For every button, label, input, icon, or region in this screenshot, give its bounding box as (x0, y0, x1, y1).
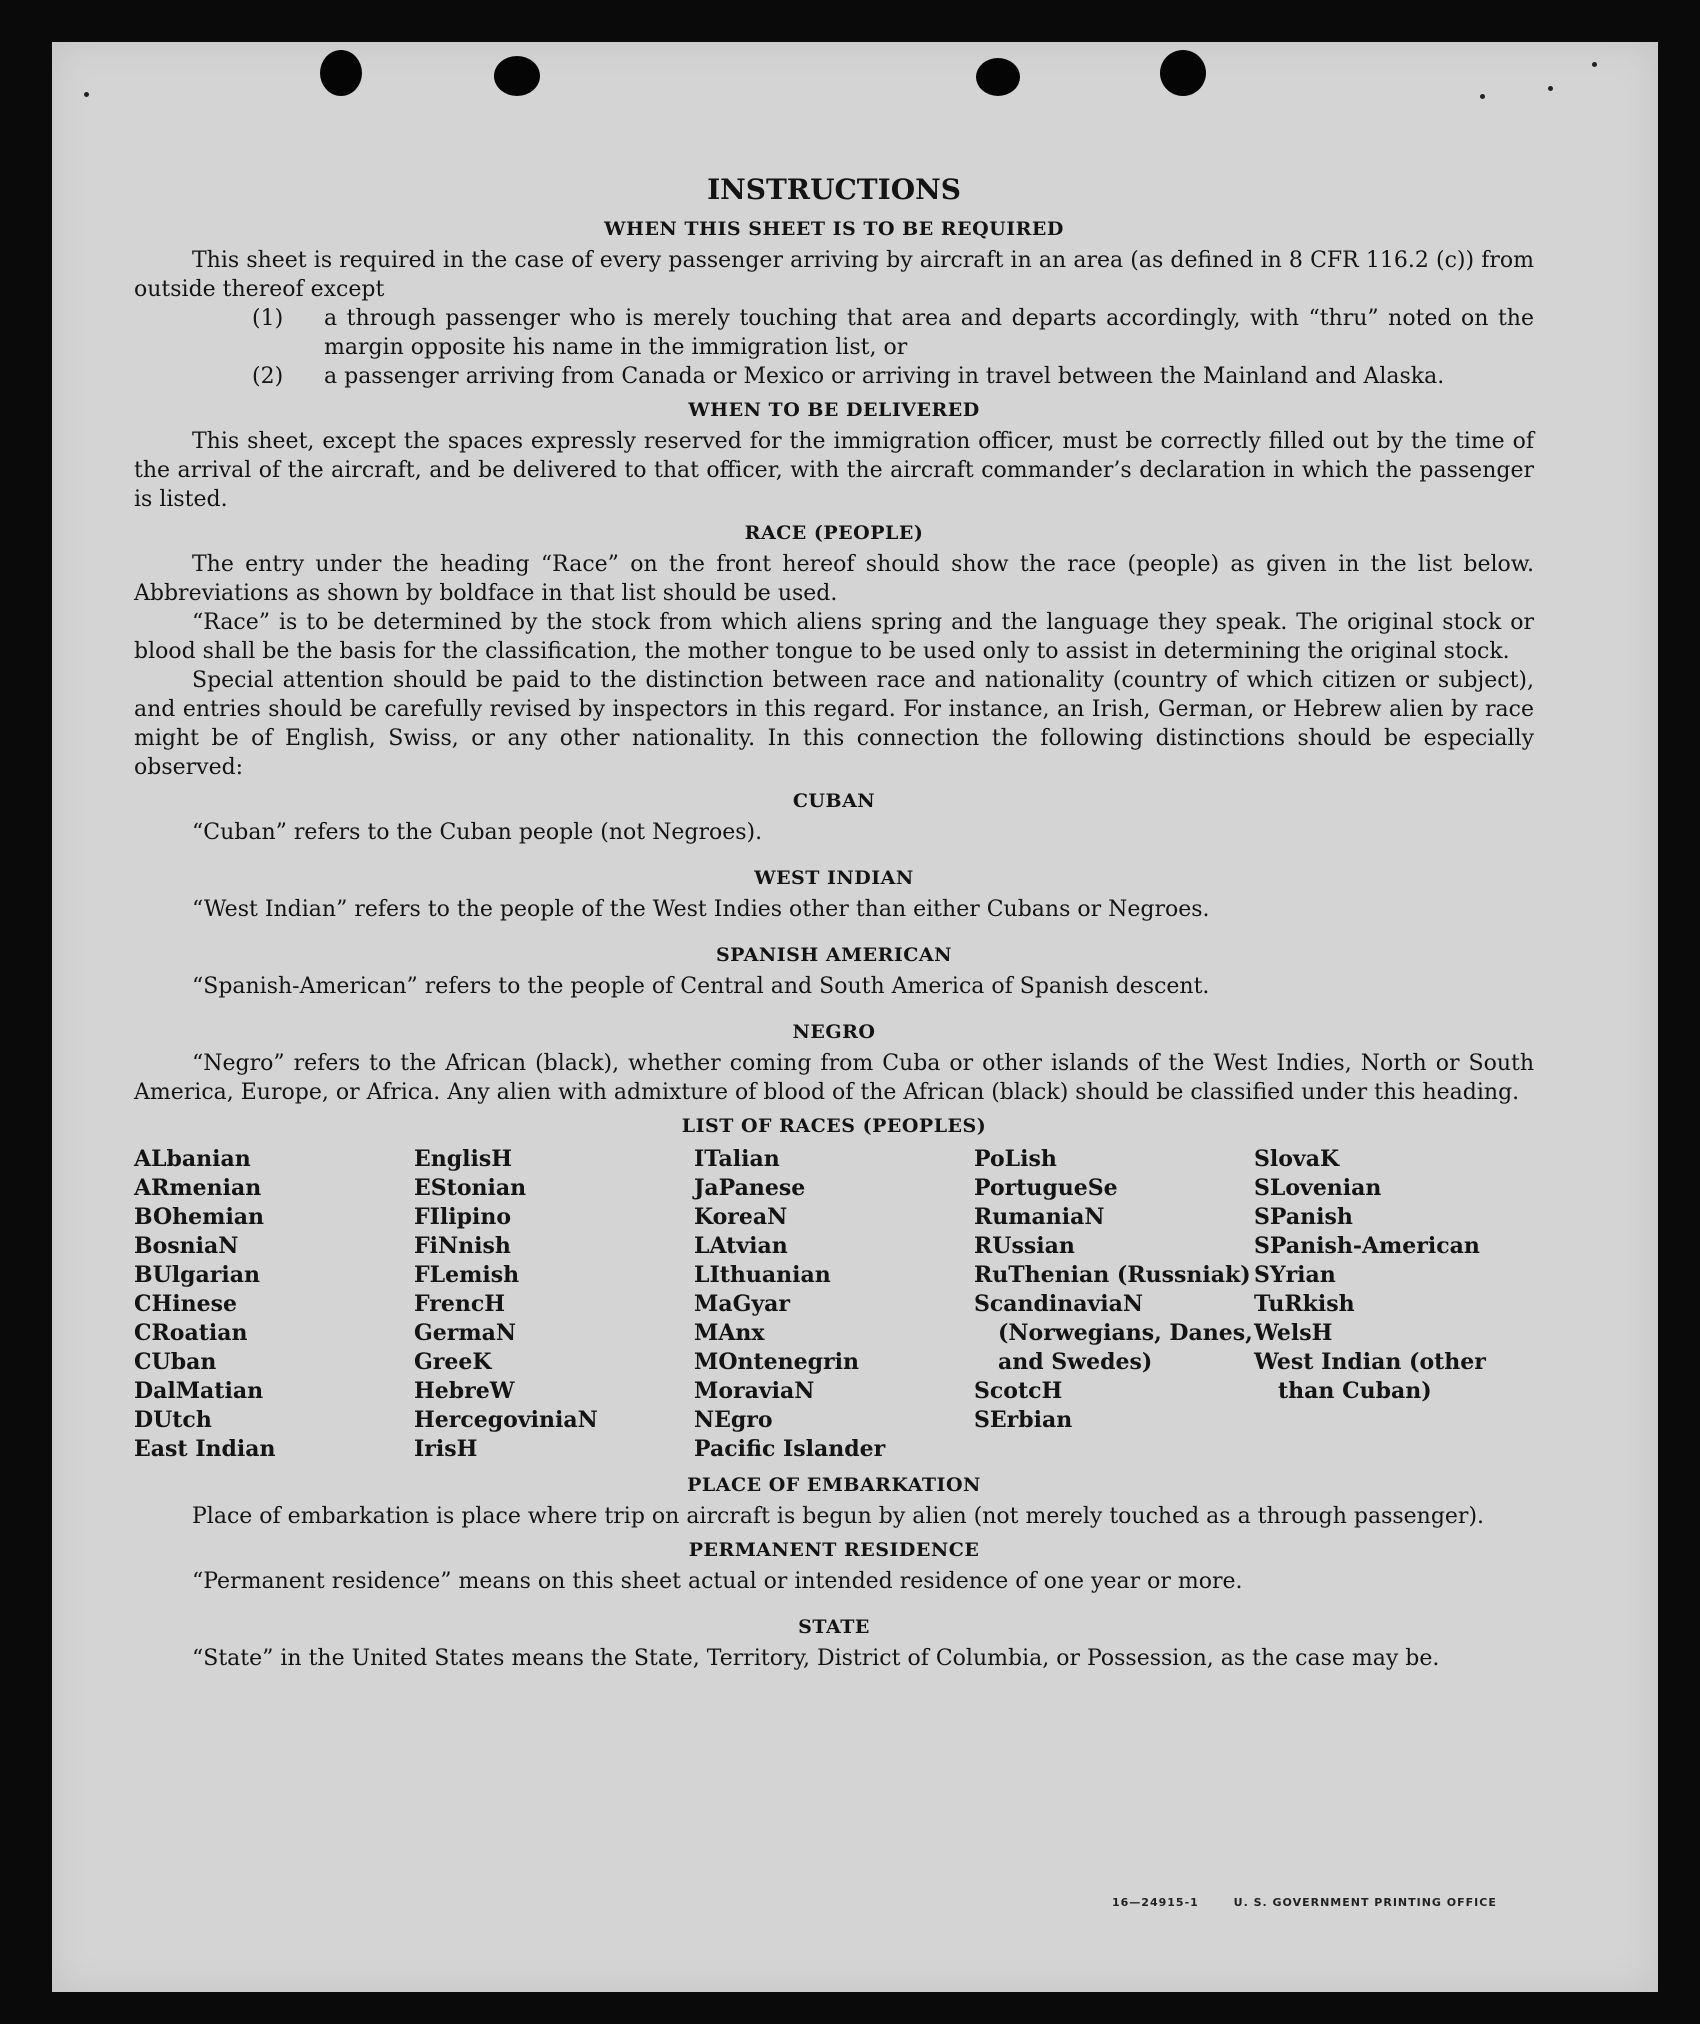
paragraph: “Spanish-American” refers to the people of Central and South America of Spanish descent. (192, 974, 1210, 999)
race-entry: MAnx (694, 1320, 765, 1346)
race-entry: SErbian (974, 1407, 1073, 1433)
race-entry: PoLish (974, 1146, 1057, 1172)
item-text: a through passenger who is merely touching that area and departs accordingly, with “thru” noted on the margin opposite his name in the immigration list, or (324, 306, 1534, 360)
speck (1592, 62, 1597, 67)
race-entry: DUtch (134, 1407, 212, 1433)
paragraph: “Cuban” refers to the Cuban people (not Negroes). (192, 820, 763, 845)
race-entry: LIthuanian (694, 1262, 831, 1288)
paragraph: Place of embarkation is place where trip on aircraft is begun by alien (not merely touched as a through passenger). (192, 1504, 1485, 1529)
instructions-content (134, 170, 1534, 1673)
race-column (134, 1145, 414, 1464)
form-number: 16—24915-1 (1112, 1896, 1199, 1909)
race-entry: BUlgarian (134, 1262, 260, 1288)
race-list (134, 1145, 1534, 1464)
section-heading: STATE (798, 1616, 870, 1638)
speck (1480, 94, 1485, 99)
list-item (252, 304, 1534, 362)
race-entry: GermaN (414, 1320, 517, 1346)
race-entry: HercegoviniaN (414, 1407, 598, 1433)
race-entry: SlovaK (1254, 1146, 1340, 1172)
race-entry: SYrian (1254, 1262, 1336, 1288)
race-entry: MOntenegrin (694, 1349, 859, 1375)
race-entry: EnglisH (414, 1146, 513, 1172)
race-entry: RUssian (974, 1233, 1075, 1259)
page-title: INSTRUCTIONS (707, 173, 961, 206)
race-entry: SPanish (1254, 1204, 1353, 1230)
race-entry: BOhemian (134, 1204, 265, 1230)
document-page (52, 42, 1658, 1992)
race-entry: RumaniaN (974, 1204, 1105, 1230)
paragraph: This sheet, except the spaces expressly reserved for the immigration officer, must be correctly filled out by the time of the arrival of the aircraft, and be delivered to that officer, with the aircraft commander’s declaration in which the passenger is listed. (134, 429, 1534, 512)
race-entry: BosniaN (134, 1233, 239, 1259)
race-entry: IrisH (414, 1436, 478, 1462)
section-heading: PERMANENT RESIDENCE (688, 1539, 980, 1561)
item-text: a passenger arriving from Canada or Mexico or arriving in travel between the Mainland and Alaska. (324, 364, 1445, 389)
race-column (974, 1145, 1254, 1464)
paragraph: “West Indian” refers to the people of the West Indies other than either Cubans or Negroes. (192, 897, 1210, 922)
race-entry: NEgro (694, 1407, 773, 1433)
race-entry: WelsH (1254, 1320, 1333, 1346)
punch-hole (320, 50, 362, 96)
race-entry: FLemish (414, 1262, 520, 1288)
paragraph: “Permanent residence” means on this sheet actual or intended residence of one year or more. (192, 1569, 1243, 1594)
printer-line: U. S. GOVERNMENT PRINTING OFFICE (1233, 1896, 1497, 1909)
section-heading: CUBAN (792, 790, 876, 812)
item-number: (2) (252, 364, 284, 389)
section-heading: RACE (PEOPLE) (744, 522, 924, 544)
race-entry: ALbanian (134, 1146, 251, 1172)
race-entry: FiNnish (414, 1233, 511, 1259)
race-column (694, 1145, 974, 1464)
race-entry: KoreaN (694, 1204, 788, 1230)
section-heading: SPANISH AMERICAN (715, 944, 953, 966)
race-entry: FIlipino (414, 1204, 512, 1230)
section-heading: PLACE OF EMBARKATION (687, 1474, 981, 1496)
race-entry: SLovenian (1254, 1175, 1382, 1201)
section-heading: WHEN TO BE DELIVERED (688, 399, 980, 421)
race-entry: CUban (134, 1349, 217, 1375)
punch-hole (976, 58, 1020, 96)
paragraph: This sheet is required in the case of every passenger arriving by aircraft in an area (as defined in 8 CFR 116.2 (c)) from outside thereof except (134, 248, 1534, 302)
section-heading: WEST INDIAN (754, 867, 914, 889)
race-entry: PortugueSe (974, 1175, 1118, 1201)
paragraph: “Negro” refers to the African (black), whether coming from Cuba or other islands of the West Indies, North or South America, Europe, or Africa. Any alien with admixture of blood of the African (black) should be classified under this heading. (134, 1051, 1534, 1105)
speck (84, 92, 89, 97)
race-entry: TuRkish (1254, 1291, 1355, 1317)
paragraph: The entry under the heading “Race” on the front hereof should show the race (people) as given in the list below. Abbreviations as shown by boldface in that list should be used. (134, 552, 1534, 606)
race-entry: ScandinaviaN (Norwegians, Danes, and Swedes) (974, 1291, 1253, 1375)
race-entry: DalMatian (134, 1378, 264, 1404)
item-number: (1) (252, 306, 284, 331)
race-entry: MoraviaN (694, 1378, 815, 1404)
race-entry: ScotcH (974, 1378, 1063, 1404)
race-entry: CHinese (134, 1291, 238, 1317)
paragraph: “State” in the United States means the State, Territory, District of Columbia, or Possession, as the case may be. (192, 1646, 1440, 1671)
punch-hole (494, 56, 540, 96)
punch-hole (1160, 50, 1206, 96)
race-entry: HebreW (414, 1378, 515, 1404)
race-entry: East Indian (134, 1436, 276, 1462)
race-entry: GreeK (414, 1349, 492, 1375)
paragraph: “Race” is to be determined by the stock from which aliens spring and the language they speak. The original stock or blood shall be the basis for the classification, the mother tongue to be used only to assist in determining the original stock. (134, 610, 1534, 664)
race-entry: ARmenian (134, 1175, 262, 1201)
section-heading: LIST OF RACES (PEOPLES) (681, 1115, 987, 1137)
race-column (414, 1145, 694, 1464)
race-entry: West Indian (other than Cuban) (1254, 1349, 1486, 1404)
race-entry: RuThenian (Russniak) (974, 1262, 1251, 1288)
race-entry: Pacific Islander (694, 1436, 886, 1462)
speck (1548, 86, 1553, 91)
race-entry: CRoatian (134, 1320, 248, 1346)
race-entry: LAtvian (694, 1233, 788, 1259)
race-entry: EStonian (414, 1175, 527, 1201)
race-entry: MaGyar (694, 1291, 791, 1317)
section-heading: NEGRO (792, 1021, 876, 1043)
race-entry: ITalian (694, 1146, 780, 1172)
race-column (1254, 1145, 1534, 1464)
race-entry: SPanish-American (1254, 1233, 1480, 1259)
race-entry: JaPanese (694, 1175, 806, 1201)
paragraph: Special attention should be paid to the distinction between race and nationality (country of which citizen or subject), and entries should be carefully revised by inspectors in this regard. For instance, an Irish, German, or Hebrew alien by race might be of English, Swiss, or any other nationality. In this connection the following distinctions should be especially observed: (134, 668, 1534, 780)
print-footer (1112, 1896, 1527, 1909)
list-item (252, 362, 1534, 391)
section-heading: WHEN THIS SHEET IS TO BE REQUIRED (604, 218, 1064, 240)
race-entry: FrencH (414, 1291, 505, 1317)
